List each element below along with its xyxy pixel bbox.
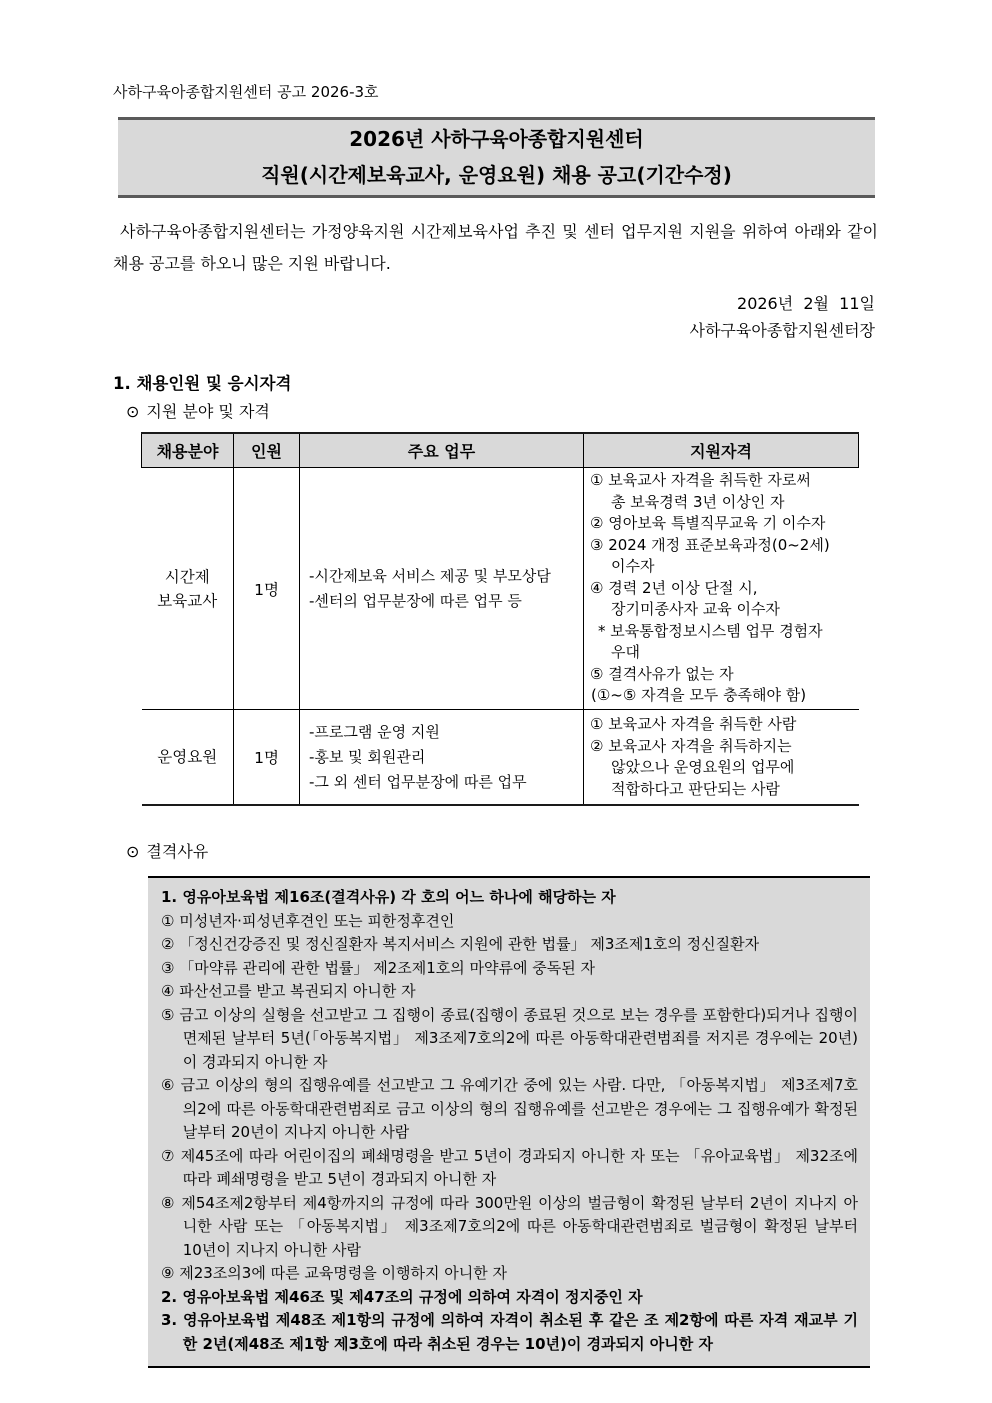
cell-count: 1명	[234, 468, 300, 710]
disqualification-item: ② 「정신건강증진 및 정신질환자 복지서비스 지원에 관한 법률」 제3조제1호의 정신질환자	[161, 935, 760, 953]
col-header-qualifications: 지원자격	[584, 433, 859, 468]
subsection-label: 지원 분야 및 자격	[146, 402, 270, 421]
announcement-date: 2026년 2월 11일	[737, 294, 875, 313]
disqualification-item: ⑧ 제54조제2항부터 제4항까지의 규정에 따라 300만원 이상의 벌금형이 확정된 날부터 2년이 지나지 아니한 사람 또는 「아동복지법」 제3조제7호의2에 따른 아동학대관련범죄로 벌금형이 확정된 날부터 10년이 지나지 아니한 사람	[161, 1193, 858, 1259]
disqualification-item: ⑥ 금고 이상의 형의 집행유예를 선고받고 그 유예기간 중에 있는 사람. 다만, 「아동복지법」 제3조제7호의2에 따른 아동학대관련범죄로 금고 이상의 형의 집행유예를 선고받은 경우에는 그 집행유예가 확정된 날부터 20년이 지나지 아니한 사람	[161, 1076, 858, 1141]
disqualification-item: 2. 영유아보육법 제46조 및 제47조의 규정에 의하여 자격이 정지중인 자	[161, 1287, 643, 1306]
cell-qualifications	[584, 468, 859, 710]
qualification-line: ① 보육교사 자격을 취득한 사람	[590, 715, 797, 733]
col-header-count: 인원	[234, 433, 300, 468]
subsection-disqualification	[126, 842, 992, 862]
qualification-line: 장기미종사자 교육 이수자	[611, 600, 780, 619]
qualification-line: 우대	[611, 643, 640, 662]
duty-line: -홍보 및 회원관리	[309, 747, 426, 766]
qualification-line: ④ 경력 2년 이상 단절 시,	[590, 578, 758, 597]
notice-number: 사하구육아종합지원센터 공고 2026-3호	[113, 83, 379, 101]
disqualification-item: ⑨ 제23조의3에 따른 교육명령을 이행하지 아니한 자	[161, 1264, 507, 1282]
qualification-line: 이수자	[611, 557, 655, 576]
qualification-line: 않았으나 운영요원의 업무에	[611, 758, 795, 776]
disqualification-item: ⑦ 제45조에 따라 어린이집의 폐쇄명령을 받고 5년이 경과되지 아니한 자 또는 「유아교육법」 제32조에 따라 폐쇄명령을 받고 5년이 경과되지 아니한 자	[161, 1146, 858, 1188]
disqualification-item: 1. 영유아보육법 제16조(결격사유) 각 호의 어느 하나에 해당하는 자	[161, 888, 616, 906]
disqualification-item: ⑤ 금고 이상의 실형을 선고받고 그 집행이 종료(집행이 종료된 것으로 보는 경우를 포함한다)되거나 집행이 면제된 날부터 5년(「아동복지법」 제3조제7호의2에 따른 아동학대관련범죄를 저지른 경우에는 20년)이 경과되지 아니한 자	[161, 1005, 858, 1071]
qualification-line: (①~⑤ 자격을 모두 충족해야 함)	[591, 686, 807, 705]
circled-dot-bullet-icon: ⊙	[126, 402, 140, 421]
qualification-line: ② 보육교사 자격을 취득하지는	[590, 736, 792, 755]
cell-duties	[300, 710, 584, 806]
field-line: 시간제	[164, 567, 210, 586]
qualification-line: ③ 2024 개정 표준보육과정(0~2세)	[590, 535, 830, 554]
table-row	[142, 468, 859, 710]
subsection-fields	[126, 402, 992, 422]
field-line: 운영요원	[157, 748, 218, 766]
field-line: 보육교사	[157, 591, 218, 610]
table-row	[142, 710, 859, 806]
qualification-line: 적합하다고 판단되는 사람	[611, 779, 780, 798]
intro-paragraph: 사하구육아종합지원센터는 가정양육지원 시간제보육사업 추진 및 센터 업무지원 지원을 위하여 아래와 같이 채용 공고를 하오니 많은 지원 바랍니다.	[113, 222, 878, 273]
doc-title-line2: 직원(시간제보육교사, 운영요원) 채용 공고(기간수정)	[261, 163, 732, 187]
section-heading: 1. 채용인원 및 응시자격	[113, 374, 292, 393]
disqualification-item: ③ 「마약류 관리에 관한 법률」 제2조제1호의 마약류에 중독된 자	[161, 958, 595, 977]
cell-qualifications	[584, 710, 859, 806]
qualification-line: ① 보육교사 자격을 취득한 자로써	[590, 471, 811, 490]
recruit-table	[141, 432, 859, 806]
disqualification-item: ④ 파산선고를 받고 복권되지 아니한 자	[161, 982, 416, 1000]
circled-dot-bullet-icon: ⊙	[126, 842, 140, 861]
duty-line: -프로그램 운영 지원	[309, 722, 440, 741]
qualification-line: ⑤ 결격사유가 없는 자	[590, 664, 734, 683]
table-header-row	[142, 433, 859, 468]
duty-line: -그 외 센터 업무분장에 따른 업무	[309, 772, 527, 791]
disqualification-box	[148, 876, 870, 1368]
qualification-line: ② 영아보육 특별직무교육 기 이수자	[590, 514, 826, 533]
duty-line: -시간제보육 서비스 제공 및 부모상담	[309, 566, 551, 585]
doc-title-line1: 2026년 사하구육아종합지원센터	[349, 127, 644, 151]
title-box	[118, 117, 875, 198]
cell-count: 1명	[234, 710, 300, 806]
date-block	[0, 290, 875, 344]
subsection-label: 결격사유	[146, 842, 209, 861]
cell-duties	[300, 468, 584, 710]
cell-field	[142, 710, 234, 806]
signer: 사하구육아종합지원센터장	[689, 321, 875, 340]
col-header-duties: 주요 업무	[300, 433, 584, 468]
disqualification-item: ① 미성년자·피성년후견인 또는 피한정후견인	[161, 911, 455, 930]
cell-field	[142, 468, 234, 710]
disqualification-item: 3. 영유아보육법 제48조 제1항의 규정에 의하여 자격이 취소된 후 같은 조 제2항에 따른 자격 재교부 기한 2년(제48조 제1항 제3호에 따라 취소된 경우는 10년)이 경과되지 아니한 자	[161, 1311, 858, 1353]
col-header-field: 채용분야	[142, 433, 234, 468]
duty-line: -센터의 업무분장에 따른 업무 등	[309, 591, 522, 610]
qualification-line: * 보육통합정보시스템 업무 경험자	[598, 621, 823, 640]
qualification-line: 총 보육경력 3년 이상인 자	[611, 492, 785, 511]
